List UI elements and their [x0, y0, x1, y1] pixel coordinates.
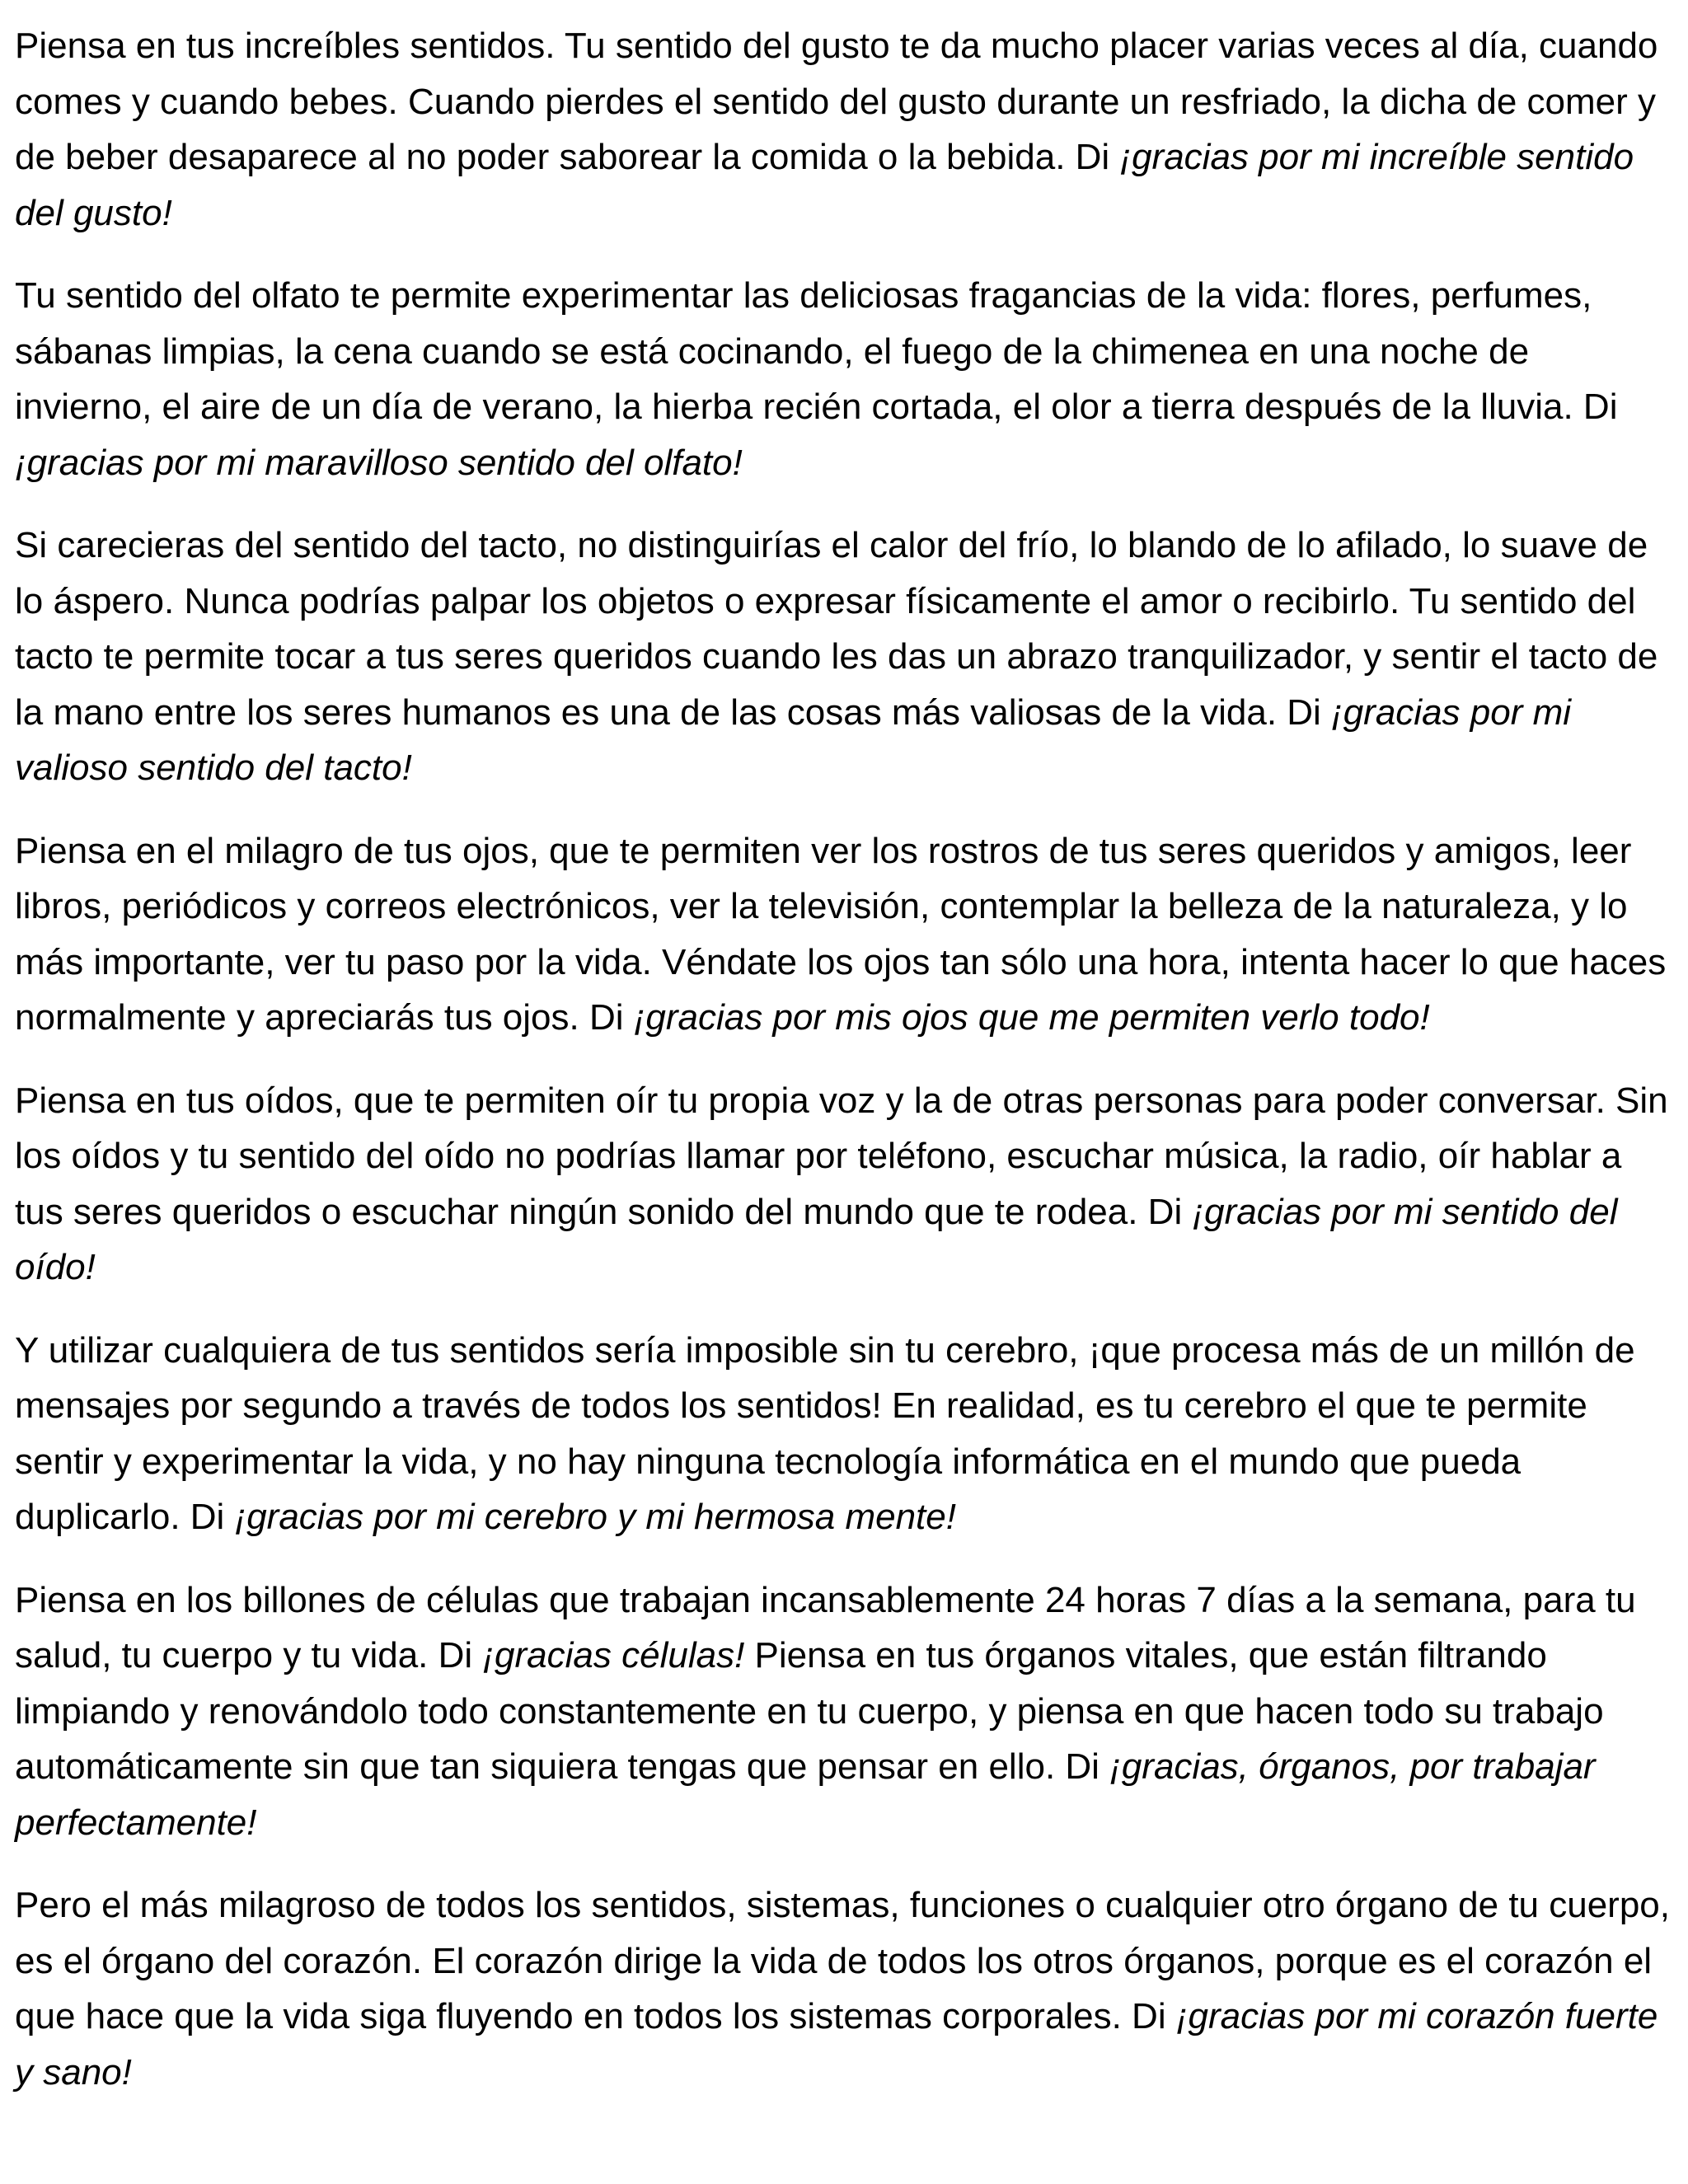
paragraph-thanks: ¡gracias células!: [482, 1635, 745, 1675]
paragraph-thanks-second: ¡gracias, órganos, por trabajar perfectamente!: [15, 1746, 1596, 1843]
paragraph-text: Tu sentido del olfato te permite experimentar las deliciosas fragancias de la vida: flores, perfumes, sábanas limpias, la cena cuando se está cocinando, el fuego de la chimenea en una noche de invierno, el aire de un día de verano, la hierba recién cortada, el olor a tierra después de la lluvia. Di: [15, 275, 1618, 427]
paragraph-text: Piensa en tus increíbles sentidos. Tu sentido del gusto te da mucho placer varias veces al día, cuando comes y cuando bebes. Cuando pierdes el sentido del gusto durante un resfriado, la dicha de comer y de beber desaparece al no poder saborear la comida o la bebida. Di: [15, 26, 1658, 177]
paragraph-thanks: ¡gracias por mi maravilloso sentido del olfato!: [15, 442, 743, 483]
paragraph-brain: [15, 1323, 1673, 1545]
paragraph-text-continued: Piensa en tus órganos vitales, que están filtrando limpiando y renovándolo todo constantemente en tu cuerpo, y piensa en que hacen todo su trabajo automáticamente sin que tan siquiera tengas que pensar en ello. Di: [15, 1635, 1604, 1787]
paragraph-thanks: ¡gracias por mi sentido del oído!: [15, 1191, 1618, 1287]
document-body: [15, 18, 1673, 2100]
paragraph-text: Piensa en el milagro de tus ojos, que te permiten ver los rostros de tus seres queridos y amigos, leer libros, periódicos y correos electrónicos, ver la televisión, contemplar la belleza de la naturaleza, y lo más importante, ver tu paso por la vida. Véndate los ojos tan sólo una hora, intenta hacer lo que haces normalmente y apreciarás tus ojos. Di: [15, 830, 1667, 1038]
paragraph-text: Pero el más milagroso de todos los sentidos, sistemas, funciones o cualquier otro órgano de tu cuerpo, es el órgano del corazón. El corazón dirige la vida de todos los otros órganos, porque es el corazón el que hace que la vida siga fluyendo en todos los sistemas corporales. Di: [15, 1885, 1670, 2036]
paragraph-taste: [15, 18, 1673, 241]
paragraph-cells: [15, 1572, 1673, 1851]
paragraph-thanks: ¡gracias por mi increíble sentido del gusto!: [15, 137, 1634, 233]
paragraph-eyes: [15, 823, 1673, 1046]
paragraph-text: Si carecieras del sentido del tacto, no distinguirías el calor del frío, lo blando de lo afilado, lo suave de lo áspero. Nunca podrías palpar los objetos o expresar físicamente el amor o recibirlo. Tu sentido del tacto te permite tocar a tus seres queridos cuando les das un abrazo tranquilizador, y sentir el tacto de la mano entre los seres humanos es una de las cosas más valiosas de la vida. Di: [15, 525, 1658, 733]
paragraph-ears: [15, 1073, 1673, 1296]
paragraph-heart: [15, 1877, 1673, 2100]
paragraph-text: Piensa en los billones de células que trabajan incansablemente 24 horas 7 días a la semana, para tu salud, tu cuerpo y tu vida. Di: [15, 1579, 1636, 1675]
paragraph-thanks: ¡gracias por mi valioso sentido del tacto!: [15, 691, 1572, 788]
paragraph-text: Piensa en tus oídos, que te permiten oír tu propia voz y la de otras personas para poder conversar. Sin los oídos y tu sentido del oído no podrías llamar por teléfono, escuchar música, la radio, oír hablar a tus seres queridos o escuchar ningún sonido del mundo que te rodea. Di: [15, 1080, 1668, 1232]
paragraph-thanks: ¡gracias por mi cerebro y mi hermosa mente!: [234, 1497, 956, 1537]
paragraph-text: Y utilizar cualquiera de tus sentidos sería imposible sin tu cerebro, ¡que procesa más de un millón de mensajes por segundo a través de todos los sentidos! En realidad, es tu cerebro el que te permite sentir y experimentar la vida, y no hay ninguna tecnología informática en el mundo que pueda duplicarlo. Di: [15, 1329, 1635, 1537]
paragraph-smell: [15, 268, 1673, 490]
paragraph-touch: [15, 518, 1673, 796]
paragraph-thanks: ¡gracias por mis ojos que me permiten verlo todo!: [633, 997, 1430, 1038]
paragraph-thanks: ¡gracias por mi corazón fuerte y sano!: [15, 1996, 1658, 2093]
